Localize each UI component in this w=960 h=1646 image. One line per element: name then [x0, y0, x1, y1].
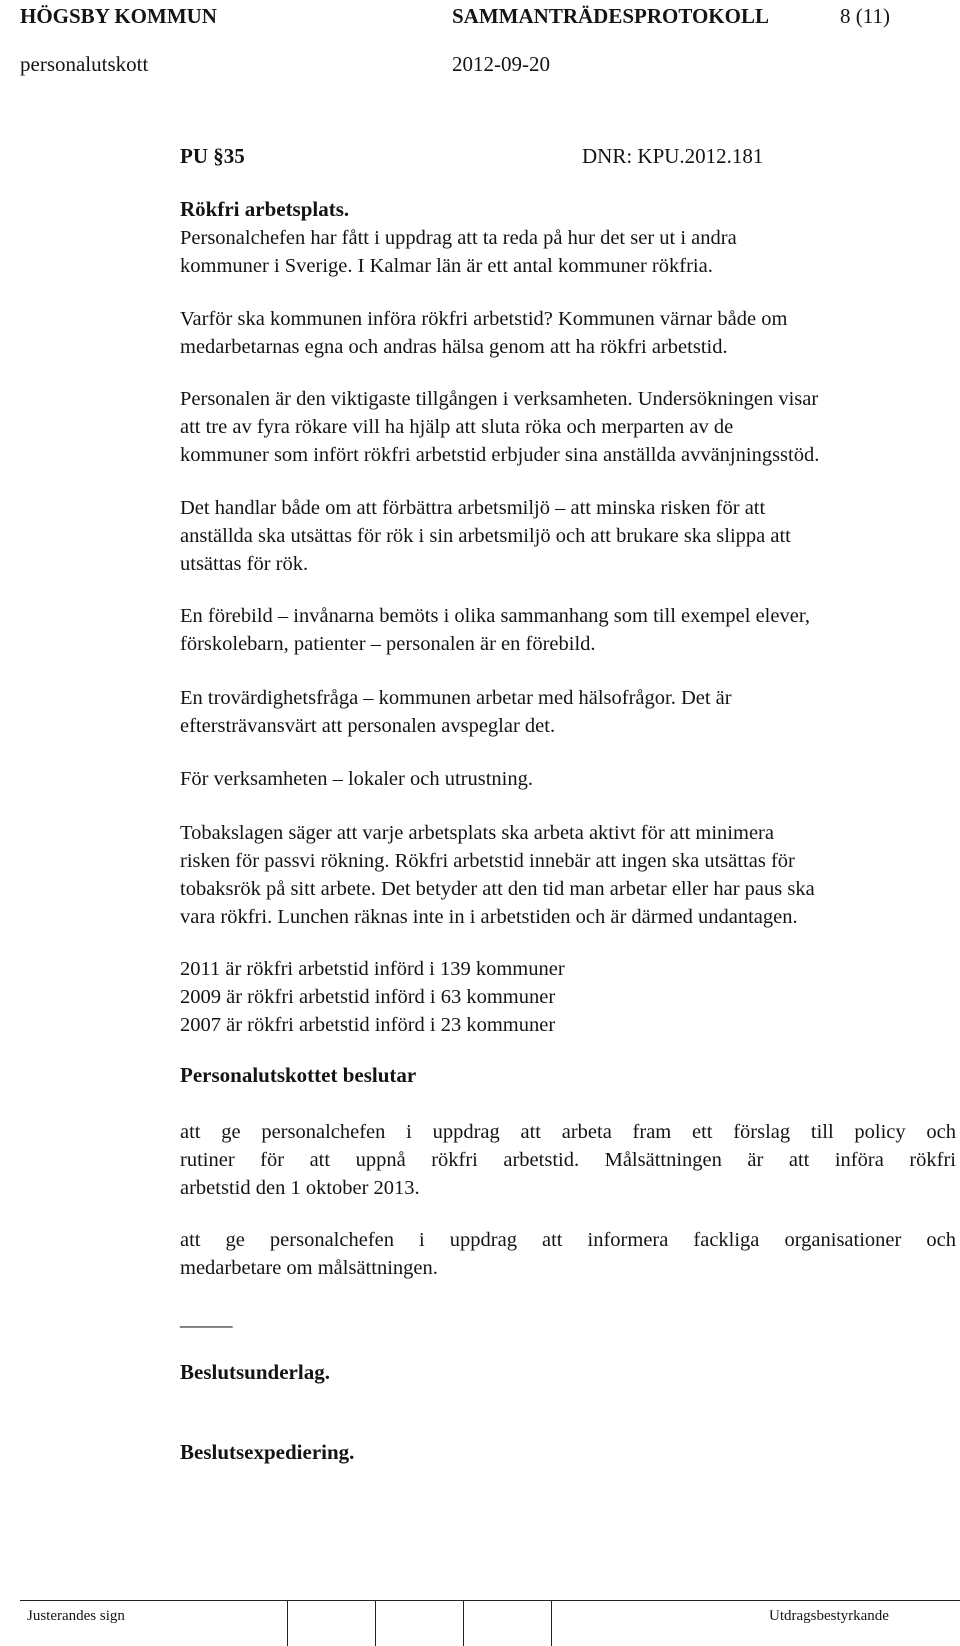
dispatch-heading: Beslutsexpediering. [180, 1440, 355, 1464]
paragraph-line: medarbetarnas egna och andras hälsa genom att ha rökfri arbetstid. [180, 336, 728, 358]
statistics-item: 2011 är rökfri arbetstid införd i 139 kommuner [180, 958, 565, 980]
decision-line: medarbetare om målsättningen. [180, 1257, 438, 1279]
paragraph [180, 819, 960, 931]
paragraph-line: För verksamheten – lokaler och utrustning. [180, 768, 533, 790]
meeting-date: 2012-09-20 [452, 52, 550, 76]
case-dnr: DNR: KPU.2012.181 [582, 144, 764, 168]
decision-line: rutiner för att uppnå rökfri arbetstid. Målsättningen är att införa rökfri [180, 1149, 956, 1171]
paragraph-line: En förebild – invånarna bemöts i olika sammanhang som till exempel elever, [180, 605, 810, 627]
paragraph-line: Varför ska kommunen införa rökfri arbetstid? Kommunen värnar både om [180, 308, 788, 330]
paragraph-line: utsättas för rök. [180, 553, 309, 575]
paragraph-line: eftersträvansvärt att personalen avspeglar det. [180, 715, 556, 737]
decision-line: att ge personalchefen i uppdrag att informera fackliga organisationer och [180, 1229, 956, 1251]
committee-name: personalutskott [20, 52, 149, 76]
statistics-item: 2009 är rökfri arbetstid införd i 63 kommuner [180, 986, 556, 1008]
case-title: Rökfri arbetsplats. [180, 197, 350, 221]
extract-certification-box [762, 1600, 960, 1646]
extract-certification-label: Utdragsbestyrkande [769, 1608, 889, 1624]
decision-heading: Personalutskottet beslutar [180, 1063, 417, 1087]
signature-slot [552, 1600, 762, 1646]
adjuster-signature-box [20, 1600, 288, 1646]
statistics-item: 2007 är rökfri arbetstid införd i 23 kommuner [180, 1014, 556, 1036]
paragraph-line: förskolebarn, patienter – personalen är en förebild. [180, 633, 596, 655]
page-number: 8 (11) [840, 4, 890, 28]
paragraph-line: att tre av fyra rökare vill ha hjälp att sluta röka och merparten av de [180, 416, 734, 438]
paragraph-line: anställda ska utsättas för rök i sin arbetsmiljö och att brukare ska slippa att [180, 525, 791, 547]
paragraph-line: tobaksrök på sitt arbete. Det betyder att den tid man arbetar eller har paus ska [180, 878, 815, 900]
signature-slot [288, 1600, 376, 1646]
signature-slot [376, 1600, 464, 1646]
paragraph [180, 494, 960, 578]
separator-line: _____ [180, 1306, 233, 1330]
paragraph-line: Personalen är den viktigaste tillgången i verksamheten. Undersökningen visar [180, 388, 819, 410]
case-number: PU §35 [180, 144, 245, 168]
paragraph-line: Tobakslagen säger att varje arbetsplats ska arbeta aktivt för att minimera [180, 822, 774, 844]
signature-slot [464, 1600, 552, 1646]
paragraph-line: risken för passvi rökning. Rökfri arbetstid innebär att ingen ska utsättas för [180, 850, 795, 872]
paragraph-line: kommuner som infört rökfri arbetstid erbjuder sina anställda avvänjningsstöd. [180, 444, 820, 466]
municipality-name: HÖGSBY KOMMUN [20, 4, 217, 28]
decision-item [180, 1226, 956, 1282]
decision-line: arbetstid den 1 oktober 2013. [180, 1177, 420, 1199]
paragraph [180, 602, 960, 658]
paragraph-line: Det handlar både om att förbättra arbetsmiljö – att minska risken för att [180, 497, 766, 519]
decision-item [180, 1118, 956, 1202]
paragraph-line: Personalchefen har fått i uppdrag att ta reda på hur det ser ut i andra [180, 227, 737, 249]
document-type: SAMMANTRÄDESPROTOKOLL [452, 4, 769, 28]
paragraph [180, 765, 960, 793]
adjuster-signature-label: Justerandes sign [27, 1608, 125, 1624]
paragraph-line: kommuner i Sverige. I Kalmar län är ett antal kommuner rökfria. [180, 255, 713, 277]
paragraph [180, 224, 960, 280]
paragraph-line: vara rökfri. Lunchen räknas inte in i arbetstiden och är därmed undantagen. [180, 906, 798, 928]
paragraph-line: En trovärdighetsfråga – kommunen arbetar med hälsofrågor. Det är [180, 687, 732, 709]
decision-line: att ge personalchefen i uppdrag att arbeta fram ett förslag till policy och [180, 1121, 956, 1143]
paragraph [180, 385, 960, 469]
paragraph [180, 684, 960, 740]
statistics-list [180, 955, 960, 1039]
paragraph [180, 305, 960, 361]
basis-heading: Beslutsunderlag. [180, 1360, 330, 1384]
